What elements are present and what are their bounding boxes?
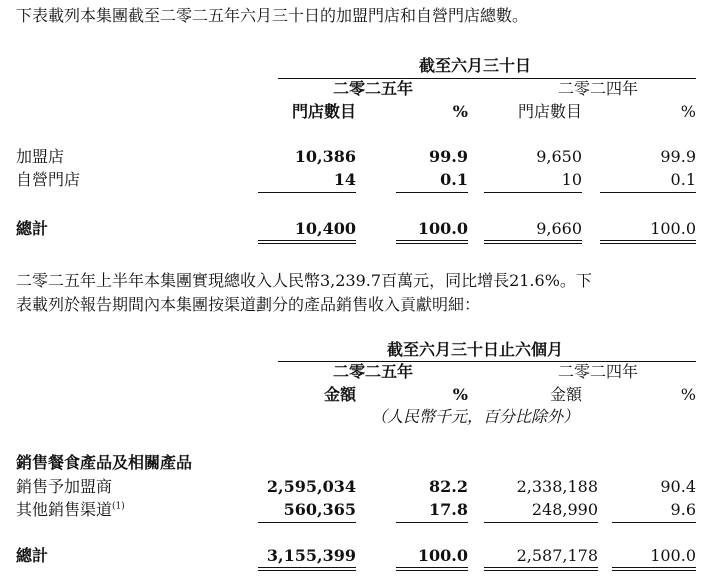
cell-count-2025: 14 [333,170,356,189]
total-pct-2025: 100.0 [417,219,468,238]
double-underline [258,243,356,244]
double-underline [484,243,582,244]
subtotal-line [258,192,356,193]
row-label-text: 其他銷售渠道 [16,500,113,519]
cell-amount-2024: 248,990 [531,500,598,519]
double-underline [612,570,696,571]
sales-section-title: 銷售餐食產品及相關產品 [16,453,193,472]
total-count-2024: 9,660 [536,219,582,238]
double-underline [396,240,468,241]
cell-amount-2025: 560,365 [283,500,356,519]
double-underline [396,567,468,568]
cell-count-2025: 10,386 [294,147,356,166]
subtotal-line [258,522,356,523]
stores-col-pct-2024: % [680,102,696,121]
total-amount-2025: 3,155,399 [266,546,356,565]
row-label: 自營門店 [16,170,81,189]
total-amount-2024: 2,587,178 [516,546,598,565]
stores-col-pct-2025: % [452,102,468,121]
row-label [16,502,125,518]
subtotal-line [484,522,598,523]
cell-pct-2025: 0.1 [440,170,468,189]
total-pct-2024: 100.0 [650,546,696,565]
cell-pct-2024: 0.1 [670,170,696,189]
sales-col-pct-2024: % [680,385,696,404]
stores-year-2025: 二零二五年 [332,79,413,98]
double-underline [258,570,356,571]
double-underline [484,567,598,568]
row-label: 銷售予加盟商 [16,477,113,496]
row-label: 加盟店 [16,147,65,166]
sales-period-header: 截至六月三十日止六個月 [386,340,563,359]
cell-amount-2025: 2,595,034 [266,477,356,496]
sales-year-2024: 二零二四年 [557,362,638,381]
cell-pct-2024: 99.9 [660,147,696,166]
cell-pct-2025: 17.8 [429,500,468,519]
footnote-marker: (1) [112,501,125,512]
double-underline [258,240,356,241]
cell-count-2024: 10 [561,170,582,189]
double-underline [484,570,598,571]
double-underline [396,570,468,571]
total-label: 總計 [16,219,49,238]
double-underline [612,567,696,568]
double-underline [600,240,696,241]
subtotal-line [612,522,696,523]
revenue-paragraph-line-1: 二零二五年上半年本集團實現總收入人民幣3,239.7百萬元，同比增長21.6%。下 [16,271,592,290]
sales-year-2025: 二零二五年 [332,362,413,381]
subtotal-line [396,192,468,193]
sales-col-pct-2025: % [452,385,468,404]
stores-period-header: 截至六月三十日 [418,56,531,75]
stores-year-2024: 二零二四年 [557,79,638,98]
sales-unit-note: （人民幣千元，百分比除外） [370,407,579,426]
total-count-2025: 10,400 [294,219,356,238]
subtotal-line [484,192,582,193]
double-underline [396,243,468,244]
cell-amount-2024: 2,338,188 [516,477,598,496]
cell-count-2024: 9,650 [536,147,582,166]
subtotal-line [396,522,468,523]
cell-pct-2025: 82.2 [429,477,468,496]
stores-col-count-2024: 門店數目 [517,102,582,121]
intro-text: 下表載列本集團截至二零二五年六月三十日的加盟門店和自營門店總數。 [16,6,529,25]
sales-col-amount-2025: 金額 [323,385,356,404]
total-label: 總計 [16,546,49,565]
double-underline [600,243,696,244]
revenue-paragraph-line-2: 表載列於報告期間內本集團按渠道劃分的產品銷售收入貢獻明細： [16,295,481,314]
double-underline [258,567,356,568]
double-underline [484,240,582,241]
sales-col-amount-2024: 金額 [549,385,582,404]
stores-col-count-2025: 門店數目 [291,102,356,121]
cell-pct-2024: 9.6 [670,500,696,519]
total-pct-2024: 100.0 [650,219,696,238]
cell-pct-2024: 90.4 [660,477,696,496]
cell-pct-2025: 99.9 [429,147,468,166]
subtotal-line [600,192,696,193]
total-pct-2025: 100.0 [417,546,468,565]
